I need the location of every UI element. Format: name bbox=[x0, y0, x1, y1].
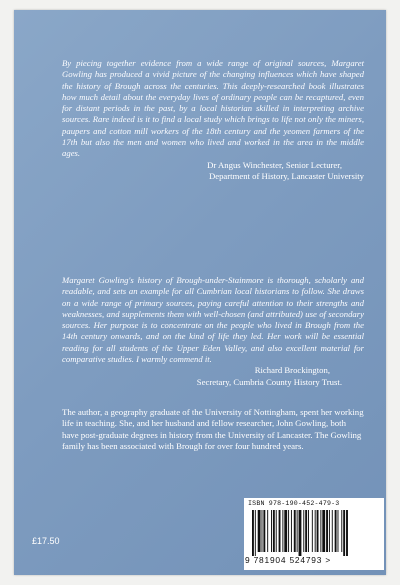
back-cover bbox=[14, 10, 386, 575]
barcode-bar bbox=[315, 510, 316, 552]
review-attribution-line-1: Dr Angus Winchester, Senior Lecturer, bbox=[207, 159, 342, 170]
review-quote-winchester bbox=[62, 58, 364, 182]
barcode-bar bbox=[273, 510, 275, 552]
isbn-number: ISBN 978-190-452-479-3 bbox=[248, 500, 340, 507]
barcode-bar bbox=[276, 510, 277, 552]
barcode-bar bbox=[308, 510, 309, 552]
barcode-bar bbox=[326, 510, 328, 552]
barcode-bar bbox=[312, 510, 313, 552]
review-quote-text: By piecing together evidence from a wide range of original sources, Margaret Gowling has produced a vivid picture of the changing influences which have shaped the history of Brough across the centuries. This deeply-researched book illustrates how much detail about the everyday lives of ordinary people can be recaptured, even for distant periods in the past, by a local historian skilled in interpreting archive sources. Rare indeed is it to find a local study which brings to life not only the miners, paupers and cotton mill workers of the 18th century and the yeomen farmers of the 17th but also the men and women who lived and worked in the area in the middle ages. bbox=[62, 58, 364, 159]
review-attribution-name: Richard Brockington, bbox=[254, 365, 330, 376]
barcode-bar bbox=[338, 510, 339, 552]
barcode-bar bbox=[262, 510, 263, 552]
barcode-bar bbox=[267, 510, 268, 552]
barcode-bar bbox=[299, 510, 302, 556]
barcode-bar bbox=[335, 510, 337, 552]
barcode-bar bbox=[284, 510, 287, 552]
barcode-bar bbox=[317, 510, 319, 552]
barcode-bar bbox=[332, 510, 333, 552]
review-quote-text: Margaret Gowling's history of Brough-under-Stainmore is thorough, scholarly and readable, and sets an example for all Cumbrian local historians to follow. She draws on a wide range of primary sources, paying careful attention to their strengths and weaknesses, and supplements them with well-chosen (and attributed) use of secondary sources. Her purpose is to concentrate on the people who lived in Brough from the 14th century onwards, and on the kind of life they led. Her work will be essential reading for all students of the Upper Eden Valley, and also excellent material for comparative studies. I warmly commend it. bbox=[62, 275, 364, 365]
barcode-bar bbox=[320, 510, 321, 552]
review-attribution-line-2: Department of History, Lancaster University bbox=[208, 170, 364, 181]
barcode-bar bbox=[291, 510, 292, 552]
barcode-bars bbox=[250, 510, 378, 556]
price-label: £17.50 bbox=[32, 536, 60, 546]
barcode-bar bbox=[258, 510, 261, 552]
barcode-bar bbox=[297, 510, 298, 552]
barcode-bar bbox=[279, 510, 281, 552]
barcode-bar bbox=[322, 510, 325, 552]
barcode-bar bbox=[343, 510, 345, 556]
barcode-bar bbox=[329, 510, 330, 552]
barcode-bar bbox=[346, 510, 348, 556]
barcode-bar bbox=[303, 510, 304, 552]
barcode-bar bbox=[305, 510, 307, 552]
barcode-bar bbox=[294, 510, 296, 552]
barcode-bar bbox=[288, 510, 289, 552]
review-attribution-line-2: Secretary, Cumbria County History Trust. bbox=[196, 376, 342, 387]
ean-digits: 9 781904 524793 > bbox=[245, 555, 332, 565]
barcode-bar bbox=[271, 510, 272, 552]
review-quote-brockington bbox=[62, 275, 364, 388]
barcode-bar bbox=[263, 510, 265, 552]
barcode-bar bbox=[282, 510, 283, 552]
author-biography: The author, a geography graduate of the University of Nottingham, spent her working life in teaching. She, and her husband and fellow researcher, John Gowling, both have post-graduate degrees in history from the University of Lancaster. The Gowling family has been associated with Brough for over four hundred years. bbox=[62, 407, 364, 452]
barcode-bar bbox=[341, 510, 342, 552]
barcode-bar bbox=[252, 510, 254, 556]
isbn-barcode bbox=[244, 498, 384, 570]
barcode-bar bbox=[255, 510, 256, 556]
